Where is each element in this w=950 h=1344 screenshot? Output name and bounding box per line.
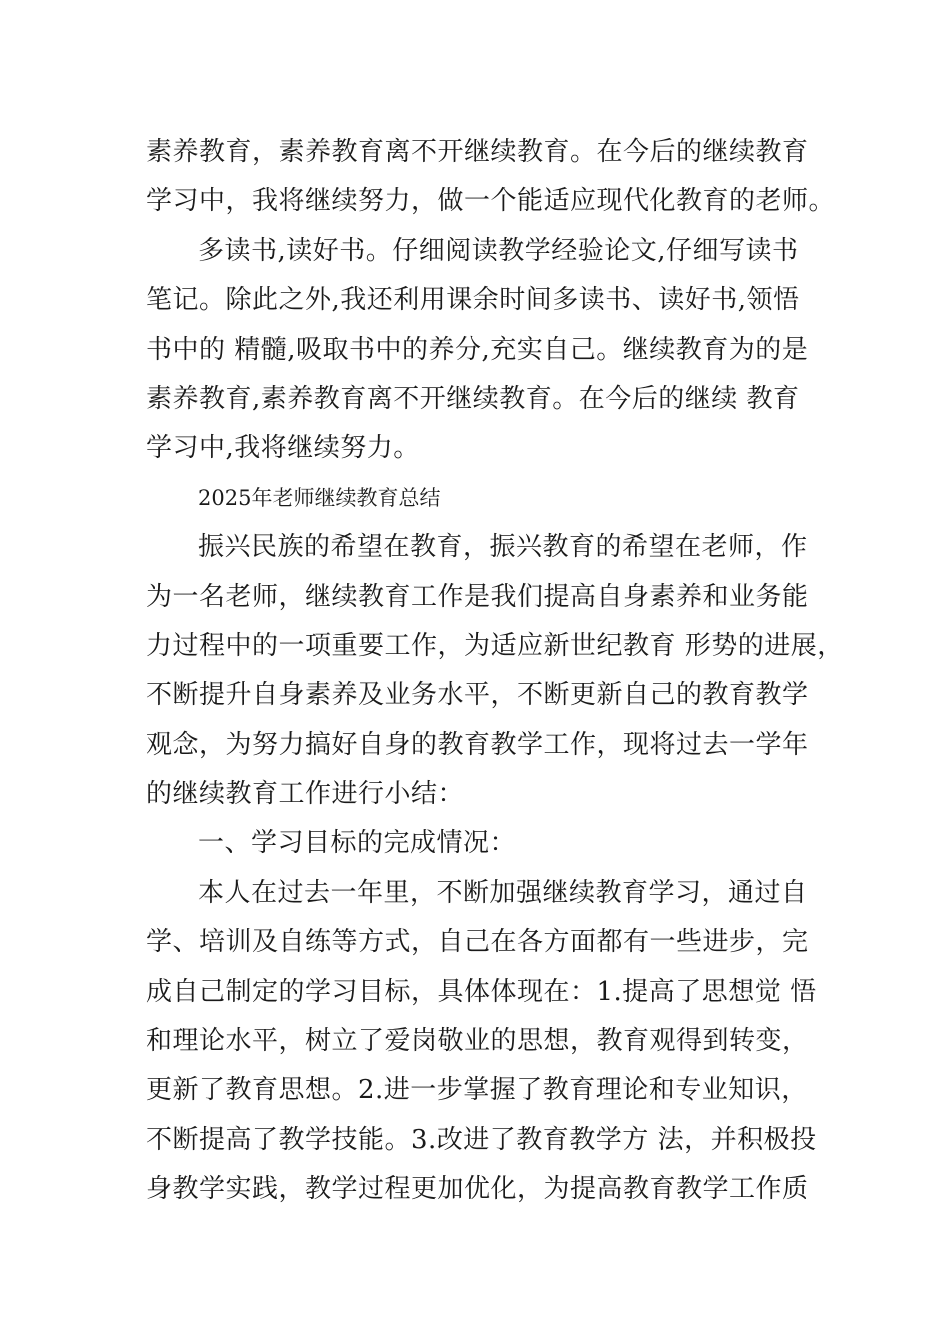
text-line: 学、培训及自练等方式，自己在各方面都有一些进步，完 bbox=[146, 927, 809, 958]
text-line: 力过程中的一项重要工作，为适应新世纪教育 形势的进展， bbox=[146, 630, 844, 661]
text-line: 素养教育,素养教育离不开继续教育。在今后的继续 教育 bbox=[146, 383, 800, 414]
paragraph-start-line: 多读书,读好书。仔细阅读教学经验论文,仔细写读书 bbox=[198, 235, 799, 266]
subheading-line: 一、学习目标的完成情况： bbox=[198, 828, 517, 859]
text-line: 学习中,我将继续努力。 bbox=[146, 433, 420, 464]
text-line: 的继续教育工作进行小结： bbox=[146, 779, 465, 810]
section-title: 2025年老师继续教育总结 bbox=[198, 485, 441, 510]
text-line: 为一名老师，继续教育工作是我们提高自身素养和业务能 bbox=[146, 581, 809, 612]
paragraph-start-line: 本人在过去一年里，不断加强继续教育学习，通过自 bbox=[198, 877, 808, 908]
text-line: 身教学实践，教学过程更加优化，为提高教育教学工作质 bbox=[146, 1174, 809, 1205]
text-line: 不断提高了教学技能。3.改进了教育教学方 法，并积极投 bbox=[146, 1124, 817, 1155]
text-line: 素养教育，素养教育离不开继续教育。在今后的继续教育 bbox=[146, 137, 809, 167]
document-body bbox=[146, 128, 844, 1215]
text-line: 书中的 精髓,吸取书中的养分,充实自己。继续教育为的是 bbox=[146, 334, 809, 365]
paragraph-start-line: 振兴民族的希望在教育，振兴教育的希望在老师，作 bbox=[198, 532, 808, 563]
text-line: 更新了教育思想。2.进一步掌握了教育理论和专业知识， bbox=[146, 1075, 808, 1106]
text-line: 成自己制定的学习目标，具体体现在：1.提高了思想觉 悟 bbox=[146, 976, 817, 1007]
text-line: 笔记。除此之外,我还利用课余时间多读书、读好书,领悟 bbox=[146, 285, 800, 316]
text-line: 观念，为努力搞好自身的教育教学工作，现将过去一学年 bbox=[146, 729, 809, 760]
text-line: 不断提升自身素养及业务水平，不断更新自己的教育教学 bbox=[146, 680, 809, 711]
text-line: 和理论水平，树立了爱岗敬业的思想，教育观得到转变， bbox=[146, 1026, 809, 1057]
text-line: 学习中，我将继续努力，做一个能适应现代化教育的老师。 bbox=[146, 186, 836, 217]
